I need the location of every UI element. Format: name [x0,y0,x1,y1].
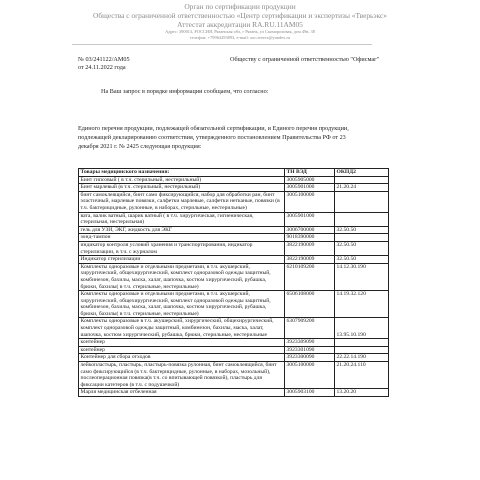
okpd2-code [335,176,389,184]
okpd2-code: 22.22.14.190 [335,354,389,362]
okpd2-code: 14.12.30.190 [335,263,389,290]
reference-date: от 24.11.2022 года [78,64,126,71]
tn-ved-code: 3822190009 [285,256,335,264]
okpd2-code: 14.19.32.120 [335,291,389,318]
okpd2-code [335,339,389,347]
tn-ved-code: 6210109200 [285,263,335,290]
okpd2-code: 13.20.20 [335,389,389,397]
product-name: Бинт гипсовый ( в т.ч. стерильный, нестерильный) [79,176,285,184]
tn-ved-code: 3005100000 [285,362,335,389]
product-name: Комплекты одноразовые и отдельными предметами, в т.ч. акушерский, хирургический, общехирургический, комплект одноразовой одежды защитный, комбинезон, бахилы, маска, халат, шапочка, костюм хирургический, рубашка, брюки, бахилы( в т.ч. стерильные, нестерильные) [79,291,285,318]
table-row [79,226,389,234]
table-row [79,176,389,184]
product-name: лейкопластырь, пластырь, пластырь-повязка рулонная, бинт самоклеящийся, бинт само фиксирующийся (в т.ч. бактерицидные, рулонные, в наборах, мозольный), послеоперационная повязка(в т.ч. со впитывающей повязкой), пластырь для фиксации катетеров (в т.ч. с подушечкой) [79,362,285,389]
table-row [79,212,389,226]
tn-ved-code: 3005905000 [285,176,335,184]
tn-ved-code: 3923301090 [285,346,335,354]
body-line: Единого перечня продукции, подлежащей обязательной сертификации, и Единого перечня продукции, [78,125,349,132]
body-line: подлежащей декларированию соответствия, утвержденного постановлением Правительства РФ от 23 [78,134,346,141]
okpd2-code [335,234,389,242]
table-header-row [79,169,389,177]
table-row [79,263,389,290]
product-name: Бинт марлевый (в т.ч. стерильный, нестерильный) [79,184,285,192]
okpd2-code: 21.20.24 [335,184,389,192]
issuer-contacts: телефон: +79964293893, e-mail: ooo.tverex@yandex.ru [189,35,291,40]
tn-ved-code: 3005100000 [285,191,335,212]
table-row [79,346,389,354]
product-name: контейнер [79,346,285,354]
issuer-title: Орган по сертификации продукции [184,2,296,11]
okpd2-code: 32.50.50 [335,226,389,234]
intro-paragraph: На Ваш запрос в порядке информации сообщаем, что согласно: [101,88,269,95]
product-name: индикатор контроля условий хранения и транспортирования, индикатор стерилизации, в т.ч. с журналом [79,241,285,255]
issuer-organization: Общества с ограниченной ответственностью «Центр сертификации и экспертизы «Тверьэкс» [93,11,387,20]
okpd2-code: 32.50.50 [335,241,389,255]
tn-ved-code: 9018390000 [285,234,335,242]
table-row [79,339,389,347]
okpd2-code: 32.50.50 [335,256,389,264]
product-name: Индикатор стерилизации [79,256,285,264]
header-divider [72,44,372,45]
okpd2-code: 21.20.24.110 [335,362,389,389]
table-row [79,256,389,264]
products-table [78,168,389,397]
tn-ved-code: 6506108000 [285,291,335,318]
body-line: декабря 2021 г. № 2425 следующая продукция: [78,143,202,150]
table-row [79,234,389,242]
tn-ved-code: 3005901000 [285,184,335,192]
product-name: Марля медицинская отбеленная [79,389,285,397]
tn-ved-code: 3005903100 [285,389,335,397]
table-row [79,241,389,255]
addressee: Обществу с ограниченной ответственностью "Офисмаг" [230,56,380,63]
tn-ved-code: 3006700000 [285,226,335,234]
product-name: гель для УЗИ, ЭКГ, жидкость для ЭКГ [79,226,285,234]
tn-ved-code: 3005901000 [285,212,335,226]
tn-ved-code: 3923300090 [285,354,335,362]
table-row [79,354,389,362]
table-row [79,389,389,397]
product-name: Комплекты одноразовые и отдельными предметами, в т.ч. акушерский, хирургический, общехирургический, комплект одноразовой одежды защитный, комбинезон, бахилы, маска, халат, шапочка, костюм хирургический, рубашка, брюки, бахилы( в т.ч. стерильные, нестерильные) [79,263,285,290]
okpd2-code [335,191,389,212]
okpd2-code [335,346,389,354]
issuer-accreditation: Аттестат аккредитации RA.RU.11AM05 [177,20,303,29]
okpd2-code [335,212,389,226]
tn-ved-code: 3923309090 [285,339,335,347]
table-row [79,362,389,389]
product-name: бинт самоклеящийся, бинт само фиксирующийся, набор для обработки ран, бинт эластичный, марлевые повязки, салфетки марлевые, салфетки нетканые, повязки (в т.ч. бактерицидные, рулонные, в наборах, стерильные, нестерильные) [79,191,285,212]
tn-ved-code: 3822190009 [285,241,335,255]
reference-number: № 03/241122/АМ05 [78,56,130,63]
tn-ved-code: 6307909200 [285,318,335,339]
product-name: вата, валик ватный, шарик ватный ( в т.ч. хирургическая, гигиеническая, стерильная, нестерильная) [79,212,285,226]
header-product: Товары медицинского назначения: [79,169,285,177]
product-name: Комплекты одноразовые в т.ч. акушерский, хирургический, общехирургический, комплект одноразовой одежды защитный, комбинезон, бахилы, маска, халат, шапочка, костюм хирургический, рубашка, брюки, стерильные, нестерильные [79,318,285,339]
product-name: контейнер [79,339,285,347]
table-row [79,184,389,192]
product-name: зонд-тампон [79,234,285,242]
header-tn-ved: ТН ВЭД [285,169,335,177]
table-row [79,191,389,212]
okpd2-code: 13.95.10.190 [335,318,389,339]
table-row [79,291,389,318]
product-name: Контейнер для сбора отходов [79,354,285,362]
header-okpd2: ОКПД2 [335,169,389,177]
table-row [79,318,389,339]
issuer-address: Адрес: 390013, РОССИЯ, Рязанская обл, г Рязань, ул Скомороховая, дом 49в, 38 [165,29,315,34]
